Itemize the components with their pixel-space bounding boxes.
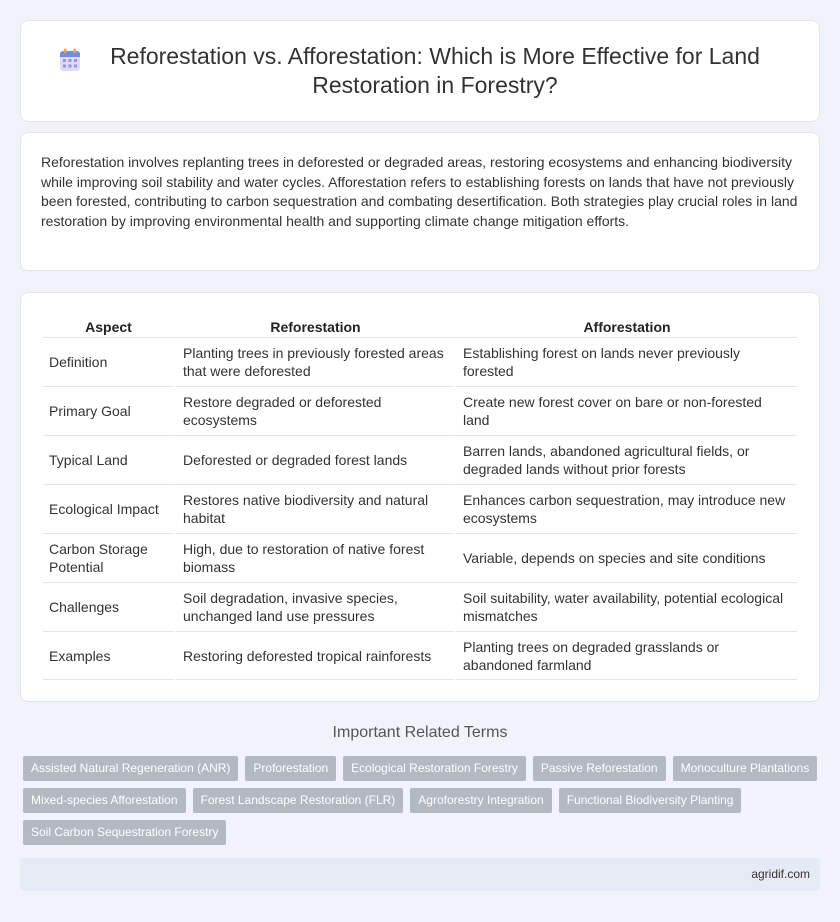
table-cell-reforestation: Restore degraded or deforested ecosystems bbox=[174, 386, 454, 435]
table-cell-reforestation: Restoring deforested tropical rainforests bbox=[174, 631, 454, 680]
related-term-tag[interactable]: Monoculture Plantations bbox=[673, 756, 818, 781]
table-cell-aspect: Ecological Impact bbox=[43, 484, 174, 533]
table-header-row bbox=[43, 313, 797, 337]
related-term-tag[interactable]: Agroforestry Integration bbox=[410, 788, 551, 813]
table-cell-aspect: Primary Goal bbox=[43, 386, 174, 435]
page-title: Reforestation vs. Afforestation: Which is More Effective for Land Restoration in Forestry? bbox=[110, 43, 760, 98]
comparison-table-card bbox=[20, 292, 820, 702]
related-term-tag[interactable]: Functional Biodiversity Planting bbox=[559, 788, 742, 813]
related-term-tag[interactable]: Ecological Restoration Forestry bbox=[343, 756, 526, 781]
related-terms-list bbox=[23, 756, 823, 845]
table-row bbox=[43, 533, 797, 582]
related-term-tag[interactable]: Forest Landscape Restoration (FLR) bbox=[193, 788, 404, 813]
table-cell-afforestation: Planting trees on degraded grasslands or abandoned farmland bbox=[454, 631, 797, 680]
related-term-tag[interactable]: Proforestation bbox=[245, 756, 336, 781]
table-row bbox=[43, 631, 797, 680]
intro-paragraph: Reforestation involves replanting trees in deforested or degraded areas, restoring ecosystems and enhancing biodiversity while improving soil stability and water cycles. Afforestation refers to establishing forests on lands that have not previously been forested, contributing to carbon sequestration and combating desertification. Both strategies play crucial roles in land restoration by improving environmental health and supporting climate change mitigation efforts. bbox=[41, 154, 798, 229]
table-cell-aspect: Challenges bbox=[43, 582, 174, 631]
related-term-tag[interactable]: Soil Carbon Sequestration Forestry bbox=[23, 820, 226, 845]
table-row bbox=[43, 582, 797, 631]
table-cell-reforestation: Planting trees in previously forested areas that were deforested bbox=[174, 337, 454, 386]
table-cell-afforestation: Enhances carbon sequestration, may introduce new ecosystems bbox=[454, 484, 797, 533]
footer-site-link[interactable]: agridif.com bbox=[751, 867, 810, 881]
comparison-table bbox=[43, 313, 797, 680]
table-cell-aspect: Definition bbox=[43, 337, 174, 386]
related-term-tag[interactable]: Mixed-species Afforestation bbox=[23, 788, 186, 813]
table-cell-reforestation: Soil degradation, invasive species, unchanged land use pressures bbox=[174, 582, 454, 631]
table-cell-afforestation: Barren lands, abandoned agricultural fields, or degraded lands without prior forests bbox=[454, 435, 797, 484]
title-card bbox=[20, 20, 820, 122]
table-row bbox=[43, 435, 797, 484]
table-cell-reforestation: Deforested or degraded forest lands bbox=[174, 435, 454, 484]
table-cell-aspect: Typical Land bbox=[43, 435, 174, 484]
table-cell-reforestation: Restores native biodiversity and natural habitat bbox=[174, 484, 454, 533]
table-row bbox=[43, 484, 797, 533]
header-aspect: Aspect bbox=[85, 319, 132, 335]
related-term-tag[interactable]: Assisted Natural Regeneration (ANR) bbox=[23, 756, 238, 781]
related-terms-heading: Important Related Terms bbox=[332, 724, 508, 741]
table-cell-aspect: Carbon Storage Potential bbox=[43, 533, 174, 582]
table-cell-reforestation: High, due to restoration of native forest biomass bbox=[174, 533, 454, 582]
table-cell-afforestation: Create new forest cover on bare or non-forested land bbox=[454, 386, 797, 435]
header-reforestation: Reforestation bbox=[174, 313, 454, 337]
table-cell-afforestation: Variable, depends on species and site conditions bbox=[454, 533, 797, 582]
table-cell-afforestation: Soil suitability, water availability, potential ecological mismatches bbox=[454, 582, 797, 631]
table-cell-afforestation: Establishing forest on lands never previously forested bbox=[454, 337, 797, 386]
intro-card bbox=[20, 132, 820, 271]
related-term-tag[interactable]: Passive Reforestation bbox=[533, 756, 666, 781]
footer bbox=[20, 858, 820, 891]
table-cell-aspect: Examples bbox=[43, 631, 174, 680]
table-row bbox=[43, 337, 797, 386]
header-afforestation: Afforestation bbox=[454, 313, 797, 337]
table-row bbox=[43, 386, 797, 435]
